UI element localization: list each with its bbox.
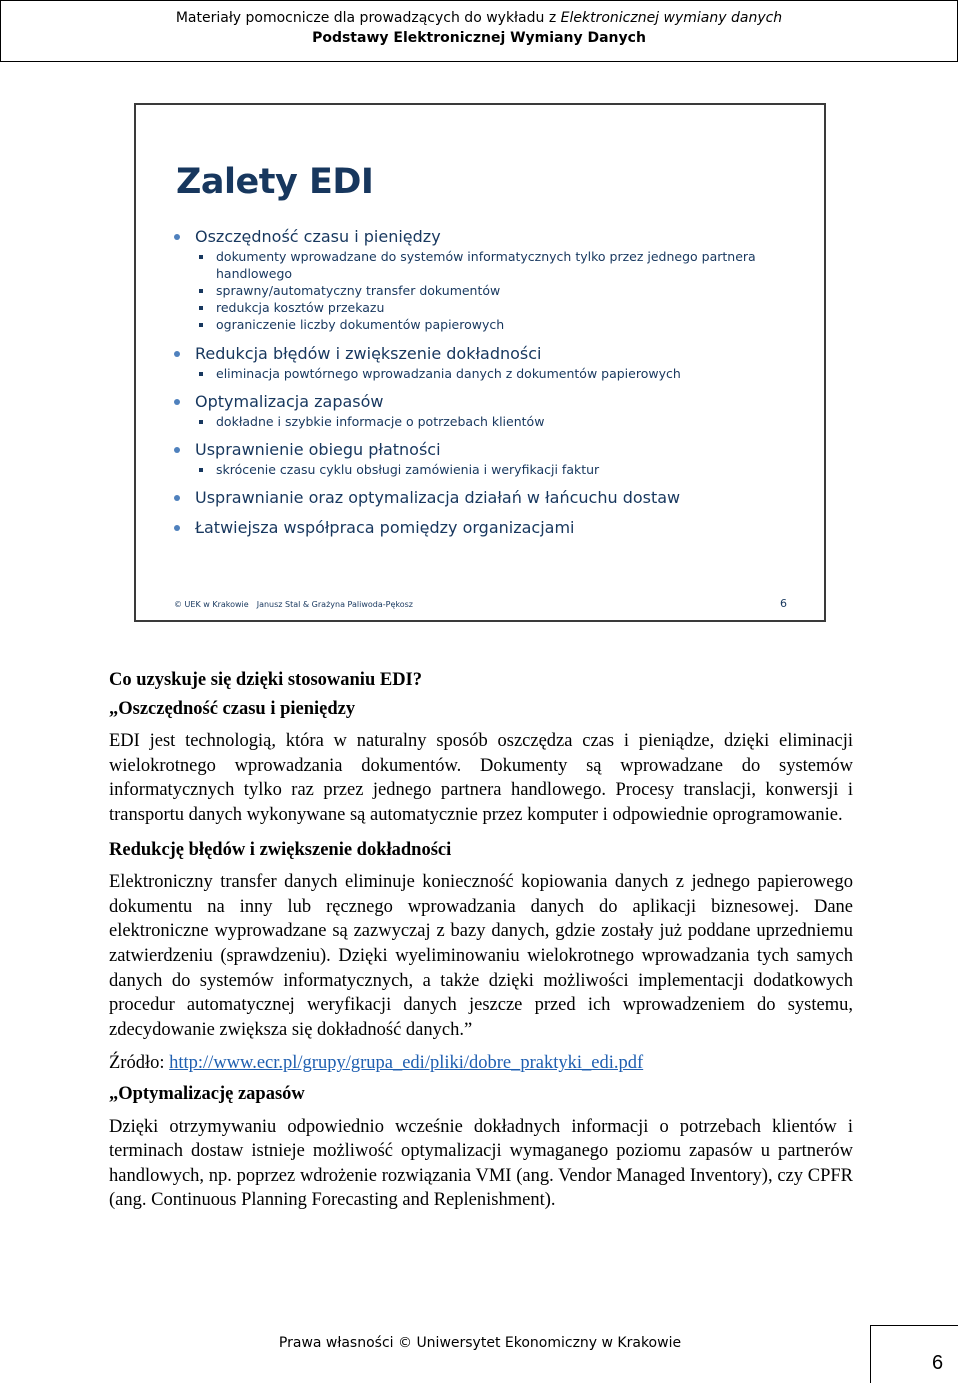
page-number: 6 <box>932 1352 944 1374</box>
slide-footer-authors: Janusz Stal & Grażyna Paliwoda-Pękosz <box>256 600 413 609</box>
bullet-square-icon <box>199 372 203 376</box>
slide-subbullet-text: dokładne i szybkie informacje o potrzebach klientów <box>216 414 545 429</box>
slide-bullet <box>172 488 792 508</box>
slide-title: Zalety EDI <box>176 162 374 202</box>
section-heading-inventory: „Optymalizację zapasów <box>109 1083 305 1104</box>
bullet-square-icon <box>199 323 203 327</box>
bullet-dot-icon <box>174 447 180 453</box>
slide-bullet-text: Łatwiejsza współpraca pomiędzy organizacjami <box>195 518 575 537</box>
slide-subbullet <box>172 299 792 316</box>
paragraph-savings: EDI jest technologią, która w naturalny sposób oszczędza czas i pieniądze, dzięki eliminacji wielokrotnego wprowadzania dokumentów. Dokumenty są wprowadzane do systemów informatycznych tylko raz przez jednego partnera handlowego. Procesy translacji, konwersji i transportu danych wykonywane są automatycznie przez komputer i odpowiednie oprogramowanie. <box>109 731 853 825</box>
slide-bullet <box>172 227 792 247</box>
slide-subbullet <box>172 413 792 430</box>
page-header <box>0 0 958 62</box>
bullet-dot-icon <box>174 351 180 357</box>
slide-bullet <box>172 518 792 538</box>
paragraph-inventory: Dzięki otrzymywaniu odpowiednio wcześnie dokładnych informacji o potrzebach klientów i terminach dostaw istnieje możliwość optymalizacji wymaganego poziomu zapasów u partnerów handlowych, np. poprzez wdrożenie rozwiązania VMI (ang. Vendor Managed Inventory), czy CPFR (ang. Continuous Planning Forecasting and Replenishment). <box>109 1116 853 1211</box>
paragraph-errors: Elektroniczny transfer danych eliminuje konieczność kopiowania danych z jednego papierowego dokumentu na inny lub ręcznego wprowadzania danych do aplikacji biznesowej. Dane elektroniczne wyprowadzane są zazwyczaj z bazy danych, gdzie zostały już poddane uprzedniemu zatwierdzeniu (sprawdzeniu). Dzięki wyeliminowaniu wielokrotnego wprowadzania tych samych danych do systemów informatycznych, a także dzięki możliwości implementacji dodatkowych procedur automatycznej weryfikacji danych jeszcze przed ich wprowadzeniem do systemu, zdecydowanie zwiększa się dokładność danych.” <box>109 872 853 1040</box>
bullet-square-icon <box>199 420 203 424</box>
slide-bullet-text: Usprawnianie oraz optymalizacja działań w łańcuchu dostaw <box>195 488 681 507</box>
section-heading-savings: „Oszczędność czasu i pieniędzy <box>109 698 356 719</box>
slide-image <box>134 103 826 622</box>
slide-subbullet <box>172 282 792 299</box>
slide-subbullet <box>172 316 792 333</box>
header-line-1-prefix: Materiały pomocnicze dla prowadzących do wykładu z <box>175 10 561 26</box>
slide-subbullet <box>172 248 792 282</box>
bullet-dot-icon <box>174 234 180 240</box>
slide-subbullet-text: sprawny/automatyczny transfer dokumentów <box>216 283 501 298</box>
slide-subbullet-text: skrócenie czasu cyklu obsługi zamówienia i weryfikacji faktur <box>216 462 600 477</box>
slide-bullet <box>172 344 792 364</box>
bullet-dot-icon <box>174 525 180 531</box>
slide-bullet-text: Oszczędność czasu i pieniędzy <box>195 227 441 246</box>
header-line-1-course: Elektronicznej wymiany danych <box>560 10 783 26</box>
question-heading: Co uzyskuje się dzięki stosowaniu EDI? <box>109 670 423 690</box>
slide-footer-copyright: © UEK w Krakowie <box>174 600 249 609</box>
bullet-square-icon <box>199 255 203 259</box>
slide-subbullet-text: eliminacja powtórnego wprowadzania danych z dokumentów papierowych <box>216 366 681 381</box>
slide-bullet <box>172 440 792 460</box>
main-text <box>109 668 853 1213</box>
slide-bullet-text: Redukcja błędów i zwiększenie dokładności <box>195 344 542 363</box>
section-heading-errors: Redukcję błędów i zwiększenie dokładności <box>109 839 452 860</box>
source-line <box>109 1051 853 1076</box>
slide-bullet-text: Optymalizacja zapasów <box>195 392 384 411</box>
header-line-1 <box>1 8 957 28</box>
page-number-box <box>870 1325 958 1383</box>
bullet-dot-icon <box>174 495 180 501</box>
bullet-square-icon <box>199 468 203 472</box>
slide-subbullet-text: dokumenty wprowadzane do systemów informatycznych tylko przez jednego partnera handlowego <box>216 249 756 281</box>
slide-bullet-list <box>172 227 792 538</box>
source-label: Źródło: <box>109 1053 170 1074</box>
slide-bullet <box>172 392 792 412</box>
slide-footer <box>174 600 413 609</box>
slide-bullet-text: Usprawnienie obiegu płatności <box>195 440 441 459</box>
slide-subbullet <box>172 365 792 382</box>
bullet-square-icon <box>199 289 203 293</box>
slide-number: 6 <box>780 597 787 610</box>
slide-subbullet-text: ograniczenie liczby dokumentów papierowych <box>216 317 505 332</box>
header-line-2: Podstawy Elektronicznej Wymiany Danych <box>312 30 646 46</box>
slide-subbullet <box>172 461 792 478</box>
source-link[interactable]: http://www.ecr.pl/grupy/grupa_edi/pliki/dobre_praktyki_edi.pdf <box>169 1053 644 1074</box>
bullet-square-icon <box>199 306 203 310</box>
page-footer: Prawa własności © Uniwersytet Ekonomiczny w Krakowie <box>278 1335 682 1351</box>
slide-subbullet-text: redukcja kosztów przekazu <box>216 300 385 315</box>
bullet-dot-icon <box>174 399 180 405</box>
